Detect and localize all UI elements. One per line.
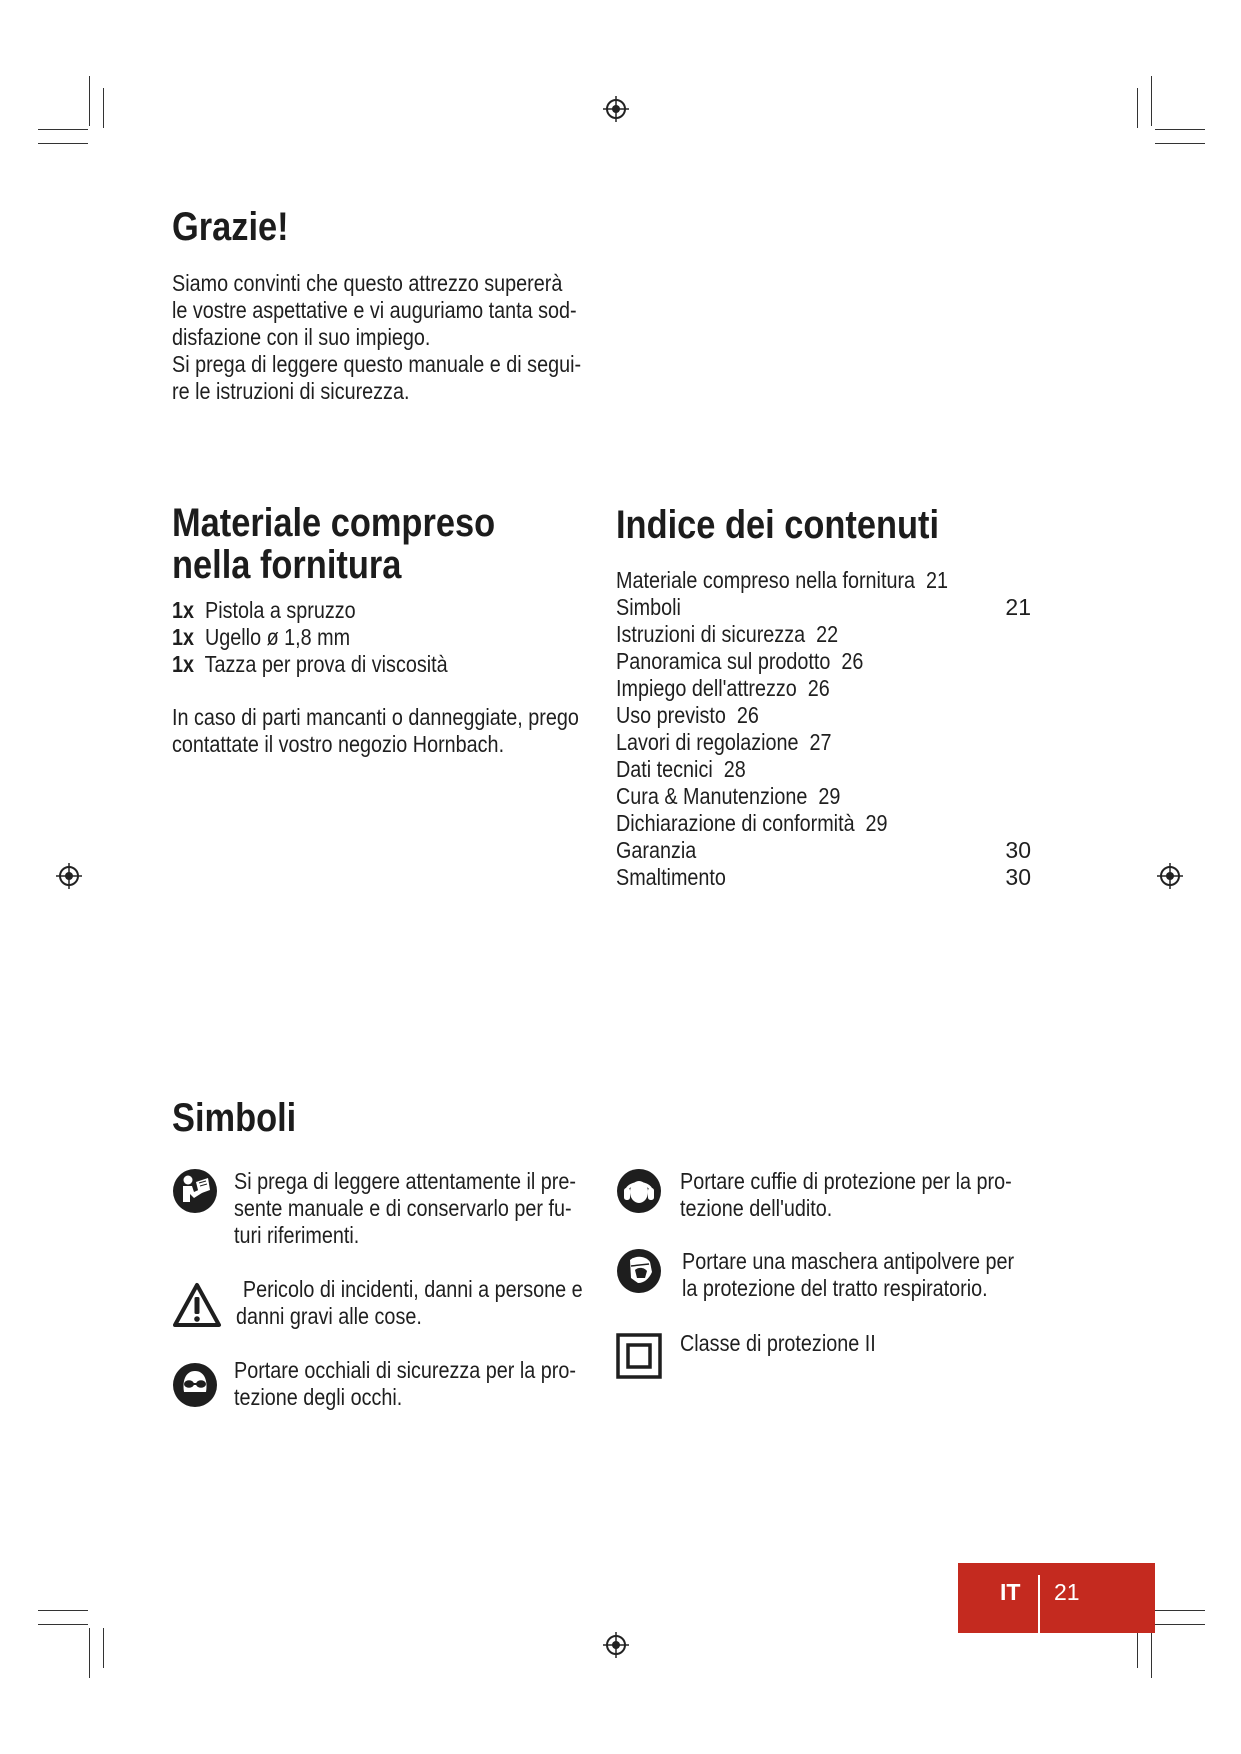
text-line: contattate il vostro negozio Hornbach. <box>172 731 505 757</box>
toc-page: 30 <box>1005 864 1031 890</box>
registration-mark-icon <box>1155 861 1185 891</box>
toc-entry[interactable] <box>616 783 840 810</box>
supply-item <box>172 597 448 624</box>
toc-label: Dati tecnici <box>616 756 713 782</box>
goggles-text <box>234 1357 576 1411</box>
text-line: disfazione con il suo impiego. <box>172 324 431 350</box>
toc-label: Dichiarazione di conformità <box>616 810 855 836</box>
language-code: IT <box>1000 1579 1021 1605</box>
toc-page: 26 <box>841 648 864 674</box>
toc-page: 22 <box>816 621 839 647</box>
safety-goggles-icon <box>172 1362 218 1408</box>
toc-entry[interactable] <box>616 756 746 783</box>
supply-item <box>172 651 448 678</box>
text-line: tezione dell'udito. <box>680 1195 833 1221</box>
supply-label: Tazza per prova di viscosità <box>204 651 448 677</box>
text-line: Classe di protezione II <box>680 1330 876 1356</box>
toc-entry[interactable] <box>616 810 888 837</box>
text-line: Portare una maschera antipolvere per <box>682 1248 1015 1274</box>
toc-page: 29 <box>818 783 841 809</box>
dust-mask-text <box>682 1248 1014 1302</box>
toc-entry[interactable] <box>616 594 681 621</box>
toc-label: Materiale compreso nella fornitura <box>616 567 916 593</box>
toc-label: Lavori di regolazione <box>616 729 799 755</box>
toc-label: Panoramica sul prodotto <box>616 648 831 674</box>
toc-label: Uso previsto <box>616 702 726 728</box>
protection-class-ii-icon <box>616 1333 662 1379</box>
toc-page: 21 <box>1005 594 1031 620</box>
text-line: Si prega di leggere attentamente il pre- <box>234 1168 576 1194</box>
toc-page: 30 <box>1005 837 1031 863</box>
toc-entry[interactable] <box>616 675 830 702</box>
thanks-title: Grazie! <box>172 205 289 249</box>
text-line: Pericolo di incidenti, danni a persone e <box>242 1276 583 1302</box>
toc-entry[interactable] <box>616 729 832 756</box>
text-line: Portare cuffie di protezione per la pro- <box>680 1168 1012 1194</box>
toc-entry[interactable] <box>616 864 726 891</box>
registration-mark-icon <box>601 1630 631 1660</box>
text-line: In caso di parti mancanti o danneggiate, prego <box>172 704 579 730</box>
warning-icon <box>172 1282 222 1328</box>
ear-protection-icon <box>616 1168 662 1214</box>
registration-mark-icon <box>54 861 84 891</box>
toc-entry[interactable] <box>616 702 759 729</box>
toc-page: 26 <box>736 702 759 728</box>
ear-protection-text <box>680 1168 1012 1222</box>
toc-label: Garanzia <box>616 837 697 863</box>
text-line: Siamo convinti che questo attrezzo supererà <box>172 270 563 296</box>
toc-label: Simboli <box>616 594 681 620</box>
supply-list <box>172 597 448 678</box>
toc-label: Smaltimento <box>616 864 726 890</box>
text-line: la protezione del tratto respiratorio. <box>682 1275 988 1301</box>
toc-label: Cura & Manutenzione <box>616 783 808 809</box>
toc-entry[interactable] <box>616 837 696 864</box>
toc-label: Impiego dell'attrezzo <box>616 675 797 701</box>
toc-page: 28 <box>723 756 746 782</box>
read-manual-text <box>234 1168 576 1249</box>
page-tab <box>958 1563 1155 1633</box>
tab-divider <box>1038 1575 1040 1633</box>
registration-mark-icon <box>601 94 631 124</box>
thanks-text <box>172 270 581 405</box>
text-line: sente manuale e di conservarlo per fu- <box>234 1195 572 1221</box>
toc-page: 21 <box>926 567 949 593</box>
toc-title: Indice dei contenuti <box>616 503 940 547</box>
text-line: Si prega di leggere questo manuale e di segui- <box>172 351 582 377</box>
text-line: danni gravi alle cose. <box>236 1303 422 1329</box>
supply-title-line: Materiale compreso <box>172 501 496 545</box>
text-line: turi riferimenti. <box>234 1222 360 1248</box>
supply-note <box>172 704 579 758</box>
supply-label: Pistola a spruzzo <box>205 597 356 623</box>
toc-page: 27 <box>809 729 832 755</box>
toc-entry[interactable] <box>616 567 948 594</box>
text-line: re le istruzioni di sicurezza. <box>172 378 410 404</box>
text-line: Portare occhiali di sicurezza per la pro- <box>234 1357 576 1383</box>
dust-mask-icon <box>616 1248 662 1294</box>
toc-page: 26 <box>807 675 830 701</box>
toc-label: Istruzioni di sicurezza <box>616 621 806 647</box>
warning-text <box>236 1276 583 1330</box>
supply-item <box>172 624 448 651</box>
toc-entry[interactable] <box>616 648 863 675</box>
supply-qty: 1x <box>172 597 195 623</box>
supply-title-line: nella fornitura <box>172 543 402 587</box>
symbols-title: Simboli <box>172 1096 297 1140</box>
text-line: tezione degli occhi. <box>234 1384 403 1410</box>
supply-label: Ugello ø 1,8 mm <box>205 624 351 650</box>
toc-entry[interactable] <box>616 621 838 648</box>
text-line: le vostre aspettative e vi auguriamo tanta sod- <box>172 297 577 323</box>
page-number: 21 <box>1054 1579 1080 1605</box>
protection-class-text <box>680 1330 876 1357</box>
toc-page: 29 <box>865 810 888 836</box>
supply-title <box>172 502 495 586</box>
supply-qty: 1x <box>172 651 195 677</box>
supply-qty: 1x <box>172 624 195 650</box>
toc-list <box>616 567 1036 897</box>
read-manual-icon <box>172 1168 218 1214</box>
